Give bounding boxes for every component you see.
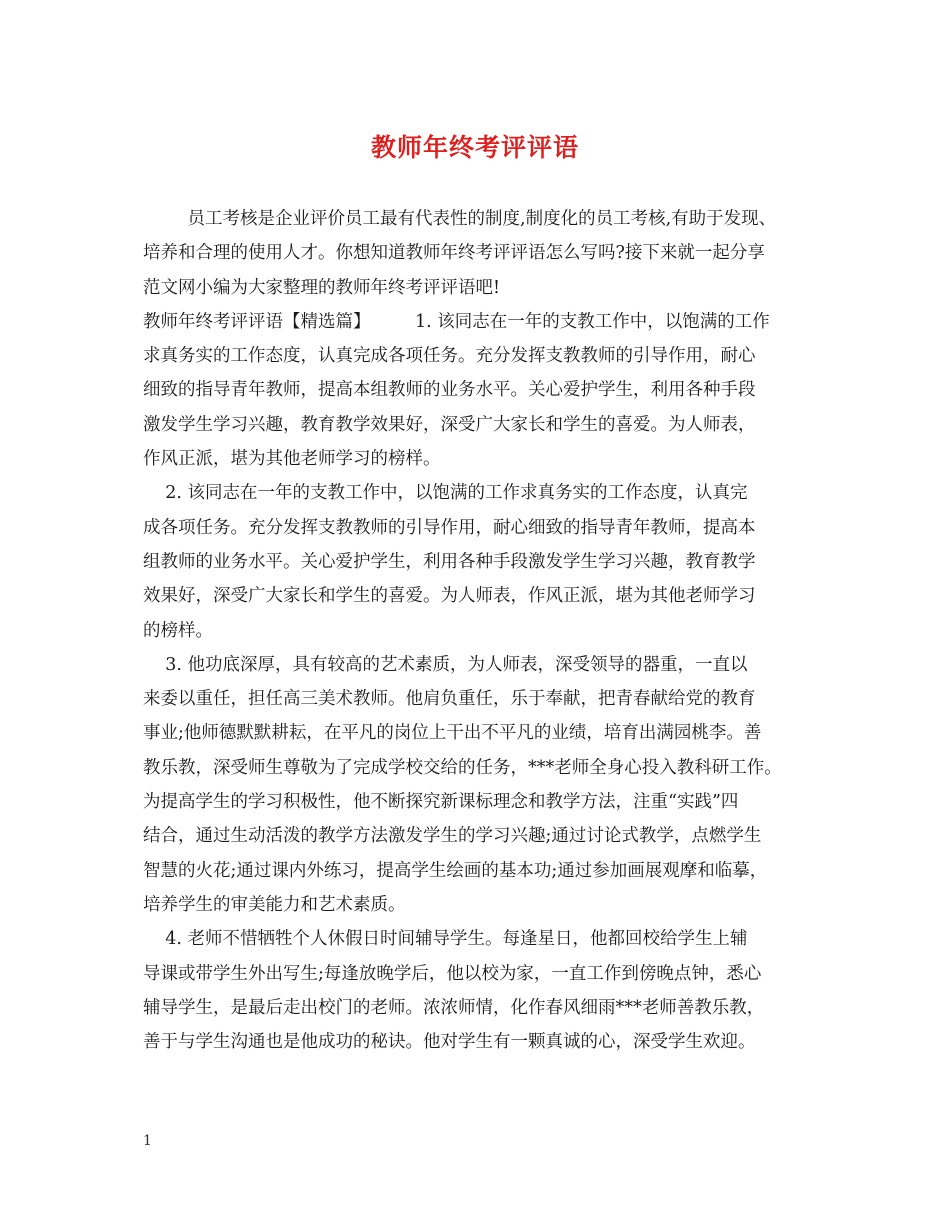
text-line: 4. 老师不惜牺牲个人休假日时间辅导学生。每逢星日，他都回校给学生上辅 [143, 929, 748, 950]
text-line: 来委以重任，担任高三美术教师。他肩负重任，乐于奉献，把青春献给党的教育 [143, 689, 756, 710]
page-number: 1 [143, 1133, 152, 1149]
text-line: 教师年终考评评语【精选篇】 1. 该同志在一年的支教工作中，以饱满的工作 [143, 311, 770, 332]
text-line: 2. 该同志在一年的支教工作中，以饱满的工作求真务实的工作态度，认真完 [143, 483, 748, 504]
text-line: 细致的指导青年教师，提高本组教师的业务水平。关心爱护学生，利用各种手段 [143, 380, 756, 401]
text-line: 范文网小编为大家整理的教师年终考评评语吧! [143, 277, 501, 298]
text-line: 员工考核是企业评价员工最有代表性的制度,制度化的员工考核,有助于发现、 [143, 209, 777, 229]
text-line: 智慧的火花;通过课内外练习，提高学生绘画的基本功;通过参加画展观摩和临摹， [143, 860, 768, 881]
text-line: 导课或带学生外出写生;每逢放晚学后，他以校为家，一直工作到傍晚点钟，悉心 [143, 963, 762, 984]
text-line: 培养和合理的使用人才。你想知道教师年终考评评语怎么写吗?接下来就一起分享 [143, 243, 765, 264]
text-line: 结合，通过生动活泼的教学方法激发学生的学习兴趣;通过讨论式教学，点燃学生 [143, 826, 762, 847]
text-line: 培养学生的审美能力和艺术素质。 [143, 894, 406, 915]
text-line: 的榜样。 [143, 620, 213, 641]
text-line: 组教师的业务水平。关心爱护学生，利用各种手段激发学生学习兴趣，教育教学 [143, 551, 756, 572]
text-line: 辅导学生，是最后走出校门的老师。浓浓师情，化作春风细雨***老师善教乐教， [143, 997, 765, 1018]
text-line: 3. 他功底深厚，具有较高的艺术素质，为人师表，深受领导的器重，一直以 [143, 654, 748, 675]
text-line: 事业;他师德默默耕耘，在平凡的岗位上干出不平凡的业绩，培育出满园桃李。善 [143, 723, 762, 744]
text-line: 为提高学生的学习积极性，他不断探究新课标理念和教学方法，注重“实践”四 [143, 792, 739, 813]
text-line: 成各项任务。充分发挥支教教师的引导作用，耐心细致的指导青年教师，提高本 [143, 517, 756, 538]
page-title: 教师年终考评评语 [370, 133, 579, 162]
text-line: 求真务实的工作态度，认真完成各项任务。充分发挥支教教师的引导作用，耐心 [143, 346, 756, 367]
text-line: 效果好，深受广大家长和学生的喜爱。为人师表，作风正派，堪为其他老师学习 [143, 586, 756, 607]
text-line: 教乐教，深受师生尊敬为了完成学校交给的任务，***老师全身心投入教科研工作。 [143, 757, 782, 778]
document-body [143, 202, 833, 1059]
text-line: 善于与学生沟通也是他成功的秘诀。他对学生有一颗真诚的心，深受学生欢迎。 [143, 1032, 756, 1053]
text-line: 激发学生学习兴趣，教育教学效果好，深受广大家长和学生的喜爱。为人师表， [143, 414, 756, 435]
text-line: 作风正派，堪为其他老师学习的榜样。 [143, 449, 441, 470]
